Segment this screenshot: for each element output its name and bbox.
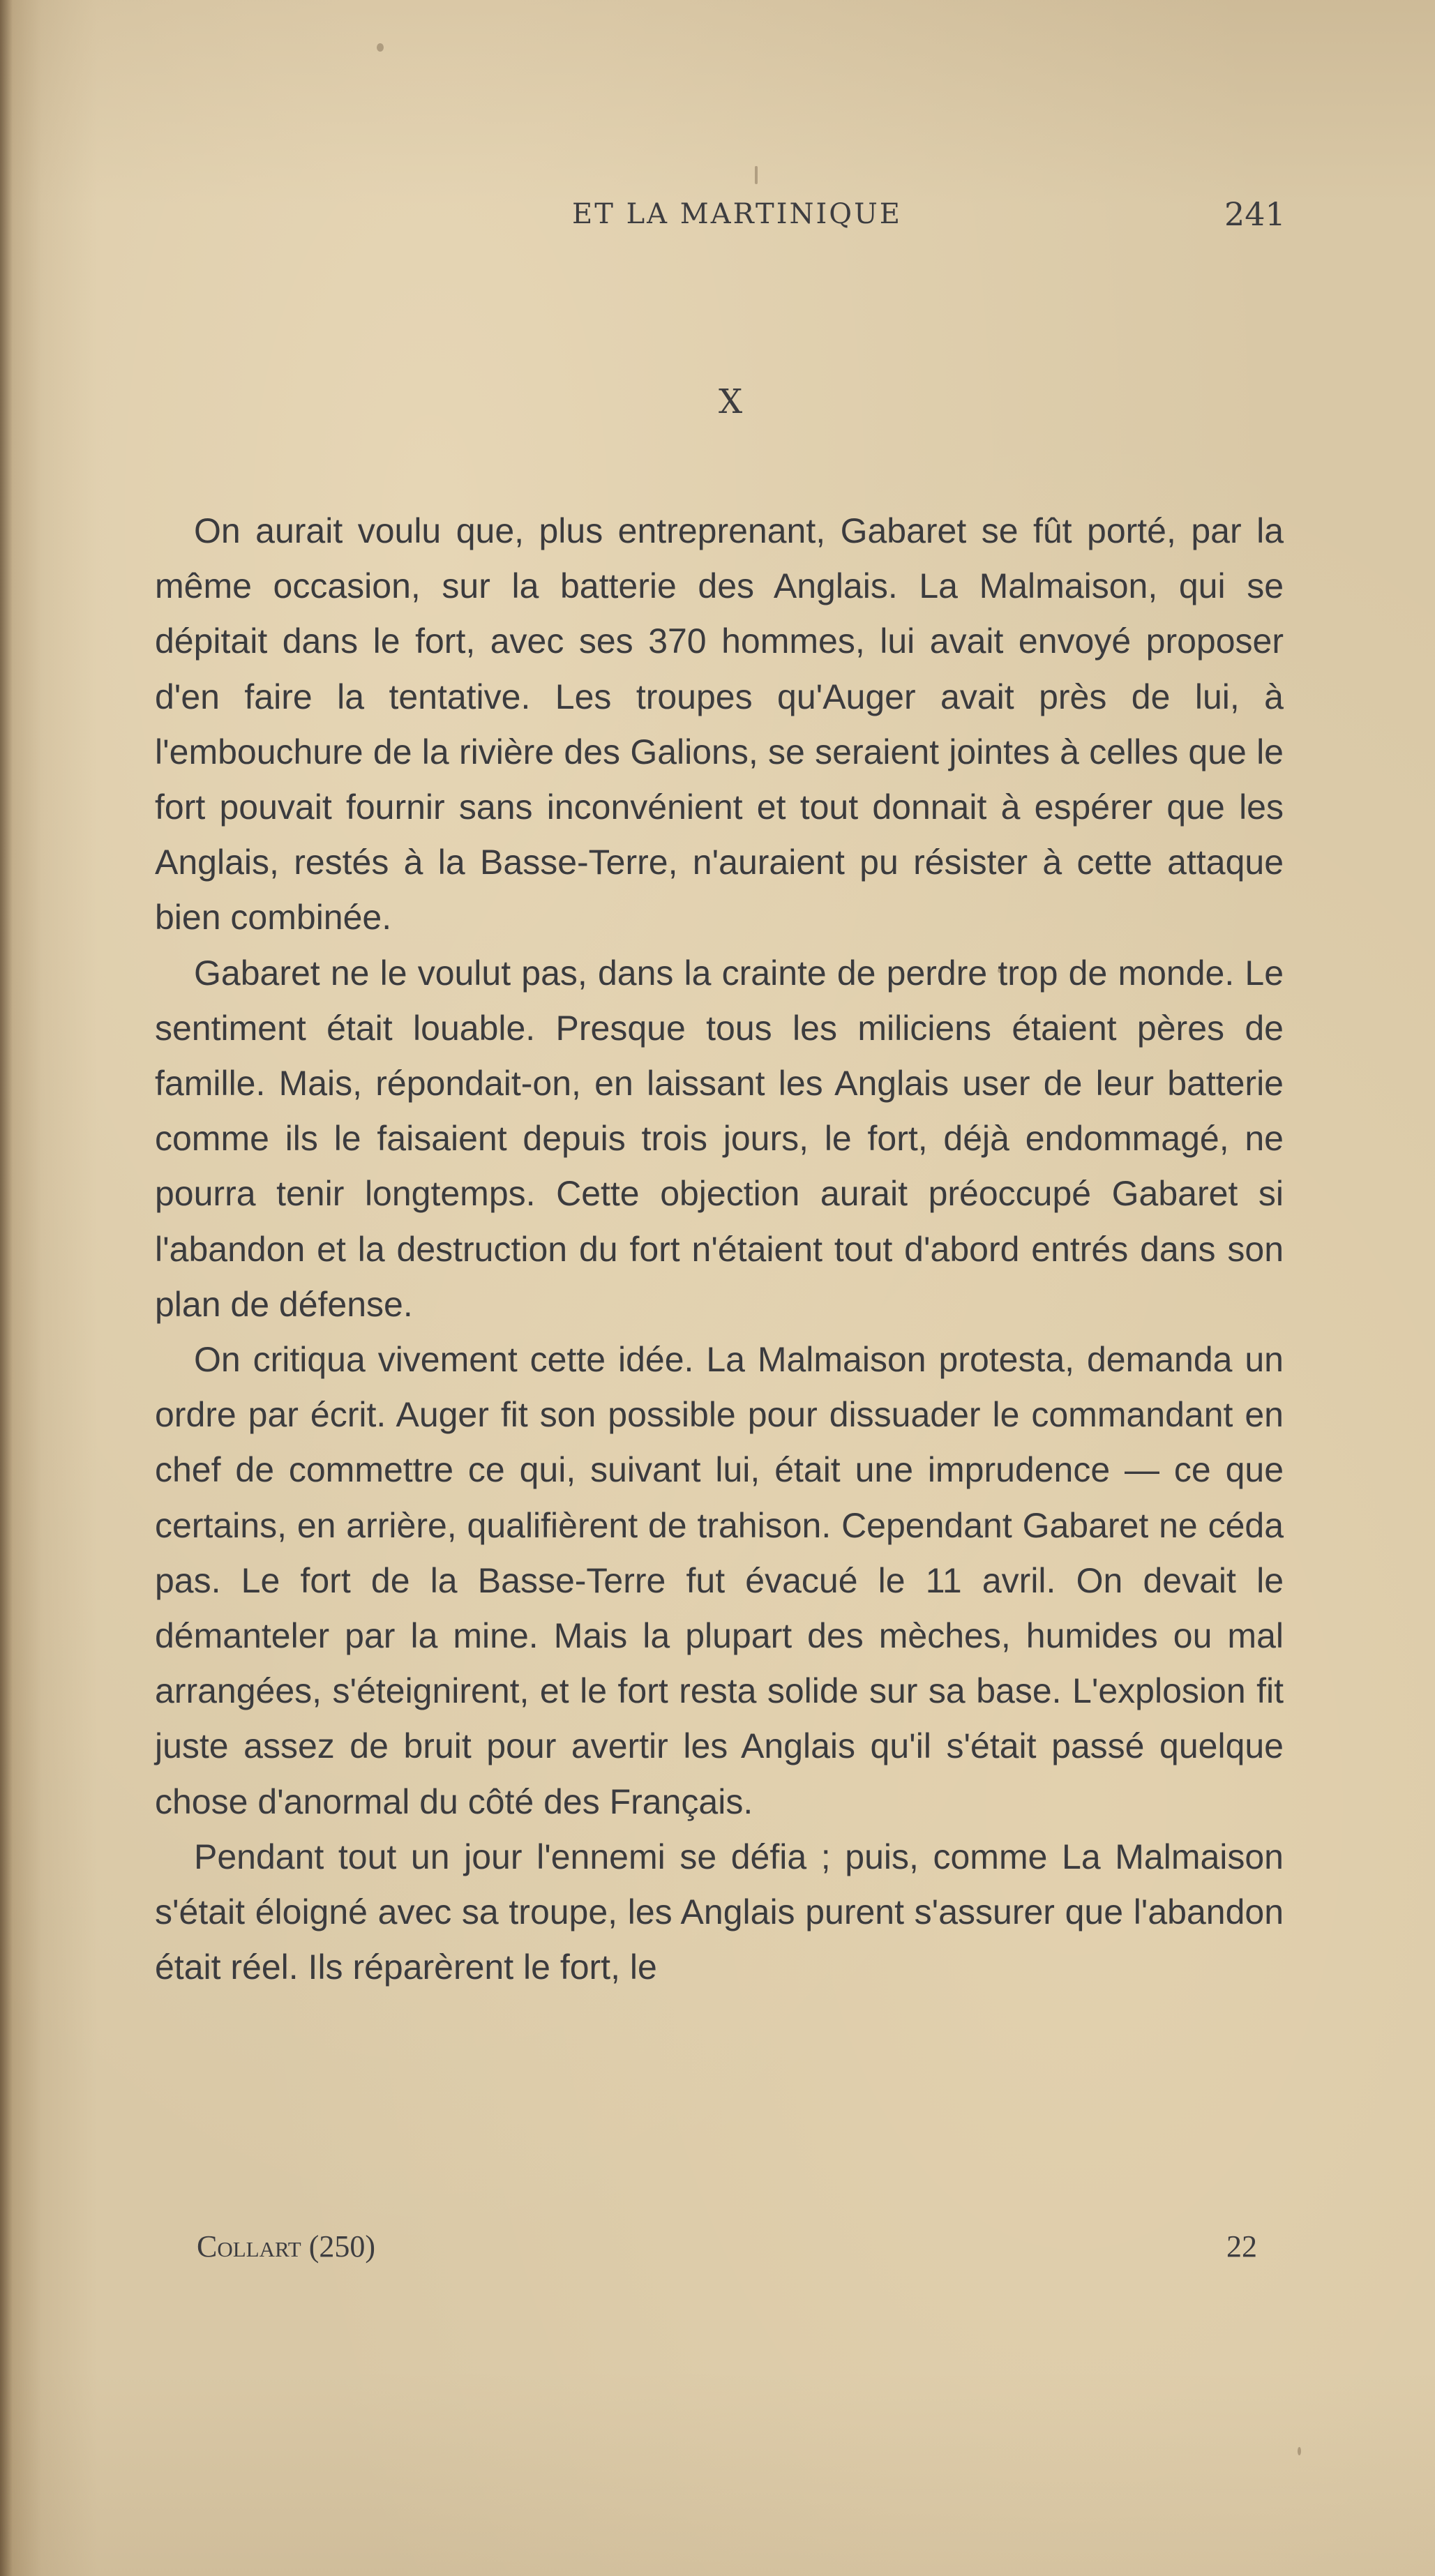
paper-speck <box>1298 2447 1301 2455</box>
running-title: ET LA MARTINIQUE <box>572 198 902 230</box>
printer-signature: Collart (250) <box>197 2229 376 2264</box>
page-number: 241 <box>1224 195 1286 233</box>
paragraph: On aurait voulu que, plus entreprenant, Gabaret se fût porté, par la même occasion, sur la batterie des Anglais. La Malmaison, qui se dépitait dans le fort, avec ses 370 hommes, lui avait envoyé proposer d'en faire la tentative. Les troupes qu'Auger avait près de lui, à l'embouchure de la rivière des Galions, se seraient jointes à celles que le fort pouvait fournir sans inconvénient et tout donnait à espérer que les Anglais, restés à la Basse-Terre, n'auraient pu résister à cette attaque bien combinée. <box>155 511 1284 937</box>
body-text <box>155 504 1284 1995</box>
paper-speck <box>755 166 758 184</box>
paragraph: Gabaret ne le voulut pas, dans la crainte de perdre trop de monde. Le sentiment était louable. Presque tous les miliciens étaient pères de famille. Mais, répondait-on, en laissant les Anglais user de leur batterie comme ils le faisaient depuis trois jours, le fort, déjà endommagé, ne pourra tenir longtemps. Cette objection aurait préoccupé Gabaret si l'abandon et la destruction du fort n'étaient tout d'abord entrés dans son plan de défense. <box>155 953 1284 1324</box>
chapter-heading: X <box>719 382 743 421</box>
paper-speck <box>377 43 384 52</box>
page-spine-shadow <box>0 0 13 2576</box>
paper-speck <box>998 968 1002 973</box>
paragraph: Pendant tout un jour l'ennemi se défia ; puis, comme La Malmaison s'était éloigné avec sa troupe, les Anglais purent s'assurer que l'abandon était réel. Ils réparèrent le fort, le <box>155 1837 1284 1987</box>
paragraph: On critiqua vivement cette idée. La Malmaison protesta, demanda un ordre par écrit. Auger fit son possible pour dissuader le commandant en chef de commettre ce qui, suivant lui, était une imprudence — ce que certains, en arrière, qualifièrent de trahison. Cependant Gabaret ne céda pas. Le fort de la Basse-Terre fut évacué le 11 avril. On devait le démanteler par la mine. Mais la plupart des mèches, humides ou mal arrangées, s'éteignirent, et le fort resta solide sur sa base. L'explosion fit juste assez de bruit pour avertir les Anglais qu'il s'était passé quelque chose d'anormal du côté des Français. <box>155 1340 1284 1821</box>
signature-number: 22 <box>1226 2229 1257 2264</box>
